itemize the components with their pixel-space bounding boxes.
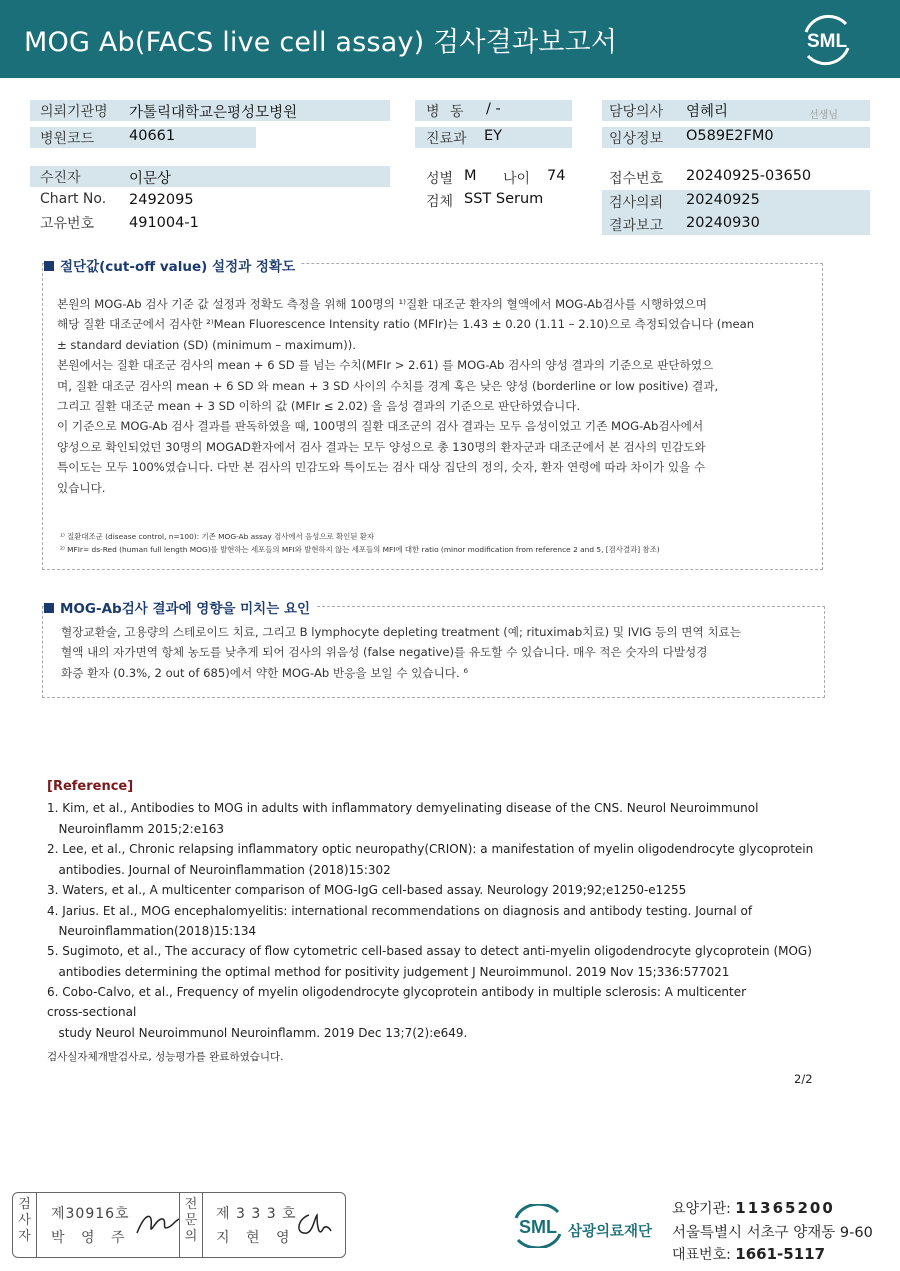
specimen-label: 검체 [426, 194, 454, 210]
patient-value: 이문상 [129, 171, 172, 187]
sex-label: 성별 [426, 171, 454, 187]
chart-value: 2492095 [129, 192, 194, 208]
reference-title: [Reference] [47, 779, 134, 794]
ward-label: 병 동 [426, 104, 467, 120]
unique-label: 고유번호 [40, 216, 95, 232]
doctor-license: 제 3 3 3 호 [216, 1206, 297, 1222]
info-bar-patient [30, 166, 390, 187]
text-line: 있습니다. [57, 480, 106, 495]
cutoff-section-title: 절단값(cut-off value) 설정과 정확도 [44, 255, 301, 275]
receipt-value: 20240925-03650 [686, 168, 812, 184]
unique-value: 491004-1 [129, 215, 199, 231]
section-bullet-icon [44, 603, 54, 613]
doctor-label: 담당의사 [609, 104, 664, 120]
reference-line: Neuroinflammation(2018)15:134 [47, 924, 257, 938]
doctor-column-label: 전 문 의 [179, 1193, 203, 1257]
svg-text:SML: SML [519, 1217, 557, 1237]
text-line: 양성으로 확인되었던 30명의 MOGAD환자에서 검사 결과는 모두 양성으로 총 130명의 환자군과 대조군에서 본 검사의 민감도와 [57, 439, 706, 454]
request-value: 20240925 [686, 192, 760, 208]
text-line: 화증 환자 (0.3%, 2 out of 685)에서 약한 MOG-Ab 반응을 보일 수 있습니다. ⁶ [61, 665, 469, 680]
reference-line: antibodies. Journal of Neuroinflammation (2018)15:302 [47, 863, 391, 877]
text-line: 본원의 MOG-Ab 검사 기준 값 설정과 정확도 측정을 위해 100명의 ¹⁾질환 대조군 환자의 혈액에서 MOG-Ab검사를 시행하였으며 [57, 297, 707, 311]
footnote-2: ²⁾ MFIr= ds-Red (human full length MOG)를 발현하는 세포들의 MFI와 발현하지 않는 세포들의 MFI에 대한 ratio (minor modification from reference 2 and 5, [검사결과] 참조) [60, 545, 660, 554]
age-label: 나이 [503, 171, 531, 187]
doctor-name: 지 현 영 [216, 1230, 296, 1246]
clinical-label: 임상정보 [609, 131, 664, 147]
factors-section-title: MOG-Ab검사 결과에 영향을 미치는 요인 [44, 597, 316, 617]
clinical-value: O589E2FM0 [686, 128, 774, 144]
reference-line: 6. Cobo-Calvo, et al., Frequency of myelin oligodendrocyte glycoprotein antibody in multiple sclerosis: A multicenter [47, 985, 747, 999]
certification-note: 검사실자체개발검사로, 성능평가를 완료하였습니다. [47, 1051, 284, 1063]
report-label: 결과보고 [609, 218, 664, 234]
text-line: 며, 질환 대조군 검사의 mean + 6 SD 와 mean + 3 SD 사이의 수치를 경계 혹은 낮은 양성 (borderline or low positive) 결과, [57, 378, 719, 393]
cutoff-paragraph [57, 294, 817, 498]
doctor-value: 염혜리 [686, 104, 729, 120]
ward-value: / - [486, 101, 501, 117]
report-header [0, 0, 900, 78]
reference-line: 4. Jarius. Et al., MOG encephalomyelitis: international recommendations on diagnosis and antibody testing. Journal of [47, 904, 753, 918]
agency-number: 요양기관: 11365200 [672, 1199, 835, 1217]
text-line: 이 기준으로 MOG-Ab 검사 결과를 판독하였을 때, 100명의 질환 대조군의 검사 결과는 모두 음성이었고 기존 MOG-Ab검사에서 [57, 419, 704, 434]
chart-label: Chart No. [40, 191, 107, 207]
reference-line: 1. Kim, et al., Antibodies to MOG in adults with inflammatory demyelinating disease of the CNS. Neurol Neuroimmunol [47, 801, 759, 815]
receipt-label: 접수번호 [609, 171, 664, 187]
reference-line: 3. Waters, et al., A multicenter comparison of MOG-IgG cell-based assay. Neurology 2019;92;e1250-e1255 [47, 883, 687, 897]
reference-line: antibodies determining the optimal method for positivity judgement J Neuroimmunol. 2019 Nov 15;336:577021 [47, 965, 730, 979]
text-line: 해당 질환 대조군에서 검사한 ²⁾Mean Fluorescence Intensity ratio (MFIr)는 1.43 ± 0.20 (1.11 – 2.10)으로 측정되었습니다 (mean [57, 317, 755, 332]
sml-logo-icon [800, 14, 854, 66]
text-line: 그리고 질환 대조군 mean + 3 SD 이하의 값 (MFIr ≤ 2.02) 을 음성 결과의 기준으로 판단하였습니다. [57, 399, 581, 414]
age-value: 74 [547, 168, 566, 184]
text-line: 본원에서는 질환 대조군 검사의 mean + 6 SD 를 넘는 수치(MFIr > 2.61) 를 MOG-Ab 검사의 양성 결과의 기준으로 판단하였으 [57, 358, 714, 373]
reference-line: cross-sectional [47, 1005, 137, 1019]
footnote-1: ¹⁾ 질환대조군 (disease control, n=100): 기존 MOG-Ab assay 검사에서 음성으로 확인된 환자 [60, 532, 374, 541]
dept-value: EY [484, 128, 503, 144]
phone-number: 대표번호: 1661-5117 [672, 1245, 826, 1263]
tester-name: 박 영 주 [51, 1230, 131, 1246]
text-line: 혈장교환술, 고용량의 스테로이드 치료, 그리고 B lymphocyte depleting treatment (예; rituximab치료) 및 IVIG 등의 면역 치료는 [61, 625, 741, 639]
report-value: 20240930 [686, 215, 760, 231]
reference-line: Neuroinflamm 2015;2:e163 [47, 822, 225, 836]
code-label: 병원코드 [40, 131, 95, 147]
report-title: MOG Ab(FACS live cell assay) 검사결과보고서 [24, 27, 618, 58]
tester-signature-icon [133, 1207, 181, 1241]
reference-line: 2. Lee, et al., Chronic relapsing inflammatory optic neuropathy(CRION): a manifestation of myelin oligodendrocyte glycoprotein [47, 842, 814, 856]
page-number: 2/2 [794, 1072, 813, 1086]
hospital-value: 가톨릭대학교은평성모병원 [129, 105, 298, 121]
hospital-label: 의뢰기관명 [40, 104, 108, 120]
tester-license: 제30916호 [51, 1206, 130, 1222]
signature-stamp [12, 1192, 346, 1258]
doctor-suffix: 선생님 [809, 110, 838, 121]
tester-column-label: 검 사 자 [13, 1193, 37, 1257]
patient-label: 수진자 [40, 170, 81, 186]
address: 서울특별시 서초구 양재동 9-60 [672, 1225, 873, 1241]
reference-line: study Neurol Neuroimmunol Neuroinflamm. 2019 Dec 13;7(2):e649. [47, 1026, 468, 1040]
sml-foundation-logo-icon [510, 1204, 566, 1248]
text-line: 혈액 내의 자가면역 항체 농도를 낮추게 되어 검사의 위음성 (false negative)를 유도할 수 있습니다. 매우 적은 숫자의 다발성경 [61, 645, 708, 660]
specimen-value: SST Serum [464, 191, 544, 207]
section-bullet-icon [44, 261, 54, 271]
sex-value: M [464, 168, 477, 184]
svg-text:SML: SML [806, 31, 848, 52]
dept-label: 진료과 [426, 131, 467, 147]
organization-name: 삼광의료재단 [568, 1224, 653, 1240]
text-line: 특이도는 모두 100%였습니다. 다만 본 검사의 민감도와 특이도는 검사 대상 집단의 정의, 숫자, 환자 연령에 따라 차이가 있을 수 [57, 460, 706, 475]
reference-line: 5. Sugimoto, et al., The accuracy of flow cytometric cell-based assay to detect anti-myelin oligodendrocyte glycoprotein (MOG) [47, 944, 812, 958]
request-label: 검사의뢰 [609, 195, 664, 211]
code-value: 40661 [129, 128, 176, 144]
factors-paragraph [61, 622, 821, 683]
text-line: ± standard deviation (SD) (minimum – maximum)). [57, 337, 356, 352]
doctor-signature-icon [293, 1209, 337, 1241]
